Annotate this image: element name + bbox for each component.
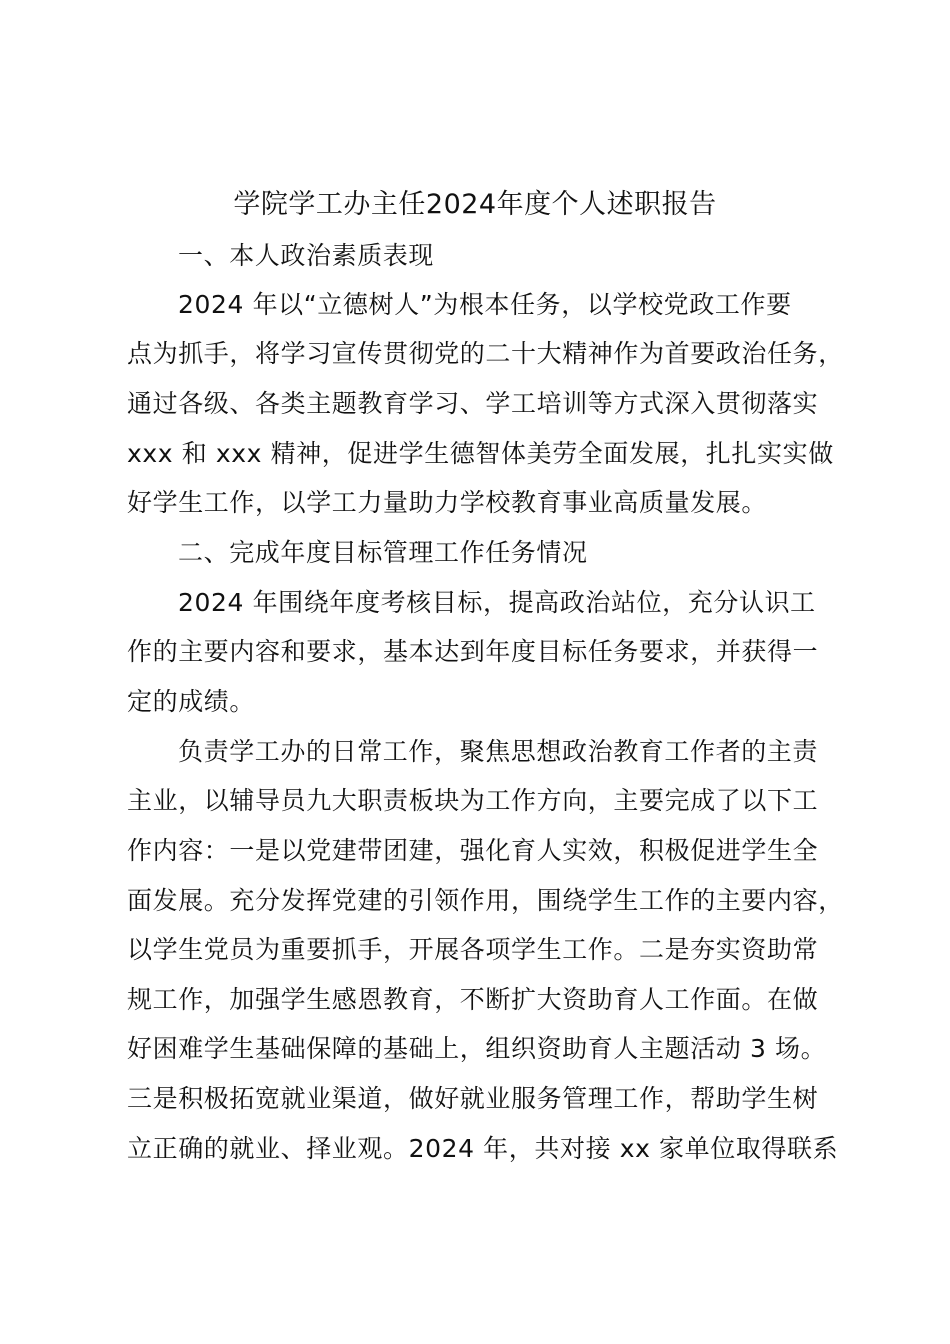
paragraph-line: 2024 年围绕年度考核目标，提高政治站位，充分认识工 [178,588,816,617]
paragraph-line: 立正确的就业、择业观。2024 年，共对接 xx 家单位取得联系 [127,1134,839,1163]
document-title: 学院学工办主任2024年度个人述职报告 [233,189,717,220]
paragraph-line: 定的成绩。 [127,687,256,716]
paragraph-line: 好困难学生基础保障的基础上，组织资助育人主题活动 3 场。 [127,1034,827,1063]
paragraph-line: 点为抓手，将学习宣传贯彻党的二十大精神作为首要政治任务， [127,339,844,368]
paragraph-line: 作内容：一是以党建带团建，强化育人实效，积极促进学生全 [127,836,819,865]
paragraph-line: 2024 年以“立德树人”为根本任务，以学校党政工作要 [178,290,792,319]
paragraph-line: 规工作，加强学生感恩教育，不断扩大资助育人工作面。在做 [127,985,819,1014]
paragraph-line: xxx 和 xxx 精神，促进学生德智体美劳全面发展，扎扎实实做 [127,439,834,468]
paragraph-line: 负责学工办的日常工作，聚焦思想政治教育工作者的主责 [178,737,819,766]
paragraph-line: 面发展。充分发挥党建的引领作用，围绕学生工作的主要内容， [127,886,844,915]
paragraph-line: 三是积极拓宽就业渠道，做好就业服务管理工作，帮助学生树 [127,1084,819,1113]
paragraph-line: 作的主要内容和要求，基本达到年度目标任务要求，并获得一 [127,637,819,666]
section-heading-2: 二、完成年度目标管理工作任务情况 [178,538,588,567]
paragraph-line: 主业，以辅导员九大职责板块为工作方向，主要完成了以下工 [127,786,819,815]
section-heading-1: 一、本人政治素质表现 [178,241,435,270]
paragraph-line: 以学生党员为重要抓手，开展各项学生工作。二是夯实资助常 [127,935,819,964]
paragraph-line: 通过各级、各类主题教育学习、学工培训等方式深入贯彻落实 [127,389,819,418]
paragraph-line: 好学生工作，以学工力量助力学校教育事业高质量发展。 [127,488,768,517]
